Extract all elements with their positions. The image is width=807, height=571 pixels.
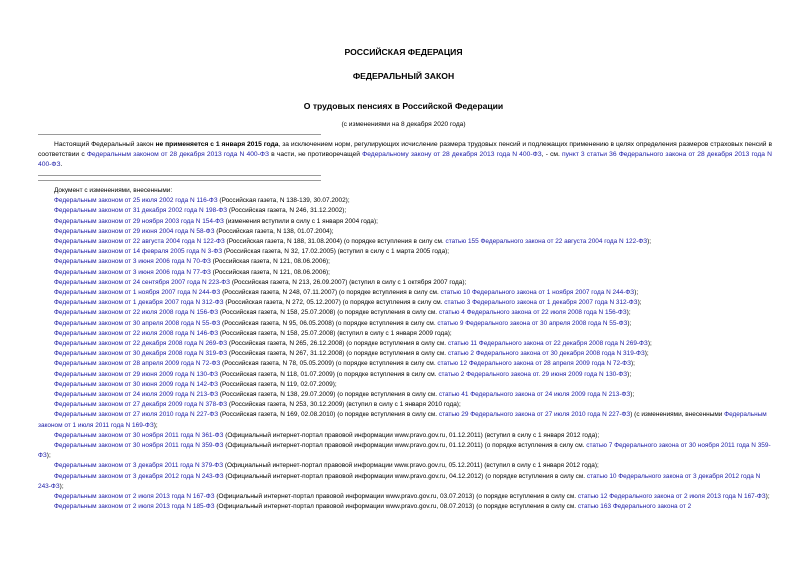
amendment-text: ); (627, 370, 632, 378)
amendments-list (38, 186, 772, 513)
amendment-text: (Российская газета, N 158, 25.07.2008) (о порядке вступления в силу см. (218, 309, 439, 317)
amendment-law-link[interactable]: Федеральным законом от 29 июня 2009 года N 130-ФЗ (54, 370, 219, 378)
law-400fz-link-2[interactable]: Федеральному закону от 28 декабря 2013 года N 400-ФЗ (362, 151, 542, 159)
amendment-law-link[interactable]: Федеральным законом от 1 декабря 2007 года N 312-ФЗ (54, 299, 224, 307)
amendment-article-link[interactable]: статью 41 Федерального закона от 24 июля 2009 года N 213-ФЗ (438, 391, 631, 399)
amendment-text: (Российская газета, N 78, 05.05.2009) (о порядке вступления в силу см. (220, 360, 438, 368)
amendment-text: (Российская газета, N 121, 08.06.2006); (210, 268, 330, 276)
divider-middle-2 (38, 180, 321, 181)
amendment-law-link[interactable]: Федеральным законом от 22 декабря 2008 года N 269-ФЗ (54, 340, 228, 348)
list-item (38, 308, 772, 318)
amendment-law-link[interactable]: Федеральным законом от 24 июля 2009 года N 213-ФЗ (54, 391, 219, 399)
amendment-text: (Официальный интернет-портал правовой информации www.pravo.gov.ru, 01.12.2011) (вступил в силу с 1 января 2012 года); (223, 431, 600, 439)
list-item (38, 461, 772, 471)
amendment-law-link[interactable]: Федеральным законом от 2 июля 2013 года N 167-ФЗ (54, 493, 215, 501)
list-item (38, 217, 772, 227)
amendments-heading: Документ с изменениями, внесенными: (54, 187, 173, 194)
amendment-text: (Официальный интернет-портал правовой информации www.pravo.gov.ru, 04.12.2012) (о порядке вступления в силу см. (223, 472, 587, 480)
notice-text: . (60, 161, 63, 169)
law-400fz-link[interactable]: Федеральным законом от 28 декабря 2013 года N 400-ФЗ (86, 151, 270, 159)
list-item (38, 370, 772, 380)
amendment-text: (Официальный интернет-портал правовой информации www.pravo.gov.ru, 01.12.2011) (о порядке вступления в силу см. (223, 442, 587, 450)
amendment-law-link[interactable]: Федеральным законом от 3 декабря 2011 года N 379-ФЗ (54, 462, 224, 470)
list-item (38, 472, 772, 492)
amendment-text: (Российская газета, N 138-139, 30.07.2002); (217, 197, 350, 205)
amendment-article-link[interactable]: статью 155 Федерального закона от 22 августа 2004 года N 122-ФЗ (445, 238, 648, 246)
amendment-law-link[interactable]: Федеральным законом от 30 ноября 2011 года N 361-ФЗ (54, 431, 224, 439)
amendment-text: (Российская газета, N 248, 07.11.2007) (о порядке вступления в силу см. (220, 289, 441, 297)
list-item (38, 410, 772, 430)
amendment-law-link[interactable]: Федеральным законом от 24 сентября 2007 года N 223-ФЗ (54, 278, 231, 286)
amendment-text: ); (46, 452, 51, 460)
amendment-extra-link[interactable]: Федеральным законом от 1 июля 2011 года N 169-ФЗ (38, 411, 767, 429)
amendment-text: (Российская газета, N 118, 01.07.2009) (о порядке вступления в силу см. (218, 370, 439, 378)
amendment-law-link[interactable]: Федеральным законом от 22 июля 2008 года N 156-ФЗ (54, 309, 219, 317)
list-item (38, 227, 772, 237)
amendment-article-link[interactable]: статью 12 Федерального закона от 28 апреля 2009 года N 72-ФЗ (437, 360, 631, 368)
list-item (38, 288, 772, 298)
amendment-text: ); (644, 350, 649, 358)
list-item (38, 400, 772, 410)
amendment-law-link[interactable]: Федеральным законом от 31 декабря 2002 года N 198-ФЗ (54, 207, 228, 215)
amendment-text: (Официальный интернет-портал правовой информации www.pravo.gov.ru, 03.07.2013) (о порядке вступления в силу см. (214, 493, 578, 501)
amendment-text: ); (627, 319, 632, 327)
amendment-text: (Российская газета, N 138, 01.07.2004); (214, 227, 334, 235)
amendment-law-link[interactable]: Федеральным законом от 22 июля 2008 года N 146-ФЗ (54, 329, 219, 337)
amendment-text: (Российская газета, N 121, 08.06.2006); (210, 258, 330, 266)
list-item (38, 319, 772, 329)
amendment-text: (Российская газета, N 267, 31.12.2008) (о порядке вступления в силу см. (227, 350, 448, 358)
list-item (38, 247, 772, 257)
amendment-text: (Российская газета, N 32, 17.02.2005) (вступил в силу с 1 марта 2005 года); (222, 248, 450, 256)
amendment-text: ); (630, 360, 635, 368)
amendment-law-link[interactable]: Федеральным законом от 25 июля 2002 года N 116-ФЗ (54, 197, 218, 205)
amendment-text: (Официальный интернет-портал правовой информации www.pravo.gov.ru, 05.12.2011) (вступил в силу с 1 января 2012 года); (223, 462, 599, 470)
amendment-law-link[interactable]: Федеральным законом от 30 декабря 2008 года N 319-ФЗ (54, 350, 228, 358)
notice-text: Настоящий Федеральный закон (54, 141, 156, 148)
notice-text: , за исключением норм, регулирующих исчисление размера трудовых пенсий и подлежащих применению в целях определения размеров страховых пенсий в соответствии с (38, 141, 772, 159)
amendment-text: ); (637, 299, 642, 307)
list-item (38, 359, 772, 369)
amendment-law-link[interactable]: Федеральным законом от 3 июня 2006 года N 77-ФЗ (54, 268, 211, 276)
amendment-article-link[interactable]: статью 4 Федерального закона от 22 июля 2008 года N 156-ФЗ (438, 309, 627, 317)
amendment-text: ); (765, 493, 770, 501)
amendment-law-link[interactable]: Федеральным законом от 3 июня 2006 года N 70-ФЗ (54, 258, 211, 266)
amendment-article-link[interactable]: статью 3 Федерального закона от 1 декабря 2007 года N 312-ФЗ (444, 299, 638, 307)
amendment-text: (Российская газета, N 265, 26.12.2008) (о порядке вступления в силу см. (227, 340, 448, 348)
divider-middle-1 (38, 175, 321, 176)
amendment-text: ); (59, 482, 64, 490)
amendment-law-link[interactable]: Федеральным законом от 30 апреля 2008 года N 55-ФЗ (54, 319, 221, 327)
amendment-text: (изменения вступили в силу с 1 января 2004 года); (223, 217, 378, 225)
amendment-text: (Российская газета, N 272, 05.12.2007) (о порядке вступления в силу см. (223, 299, 445, 307)
list-item (38, 441, 772, 461)
amendment-text: (Российская газета, N 169, 02.08.2010) (о порядке вступления в силу см. (218, 411, 439, 419)
amendment-text: (Российская газета, N 188, 31.08.2004) (о порядке вступления в силу см. (224, 238, 446, 246)
amendment-article-link[interactable]: статью 2 Федерального закона от. 29 июня 2009 года N 130-ФЗ (438, 370, 628, 378)
header-law-type: ФЕДЕРАЛЬНЫЙ ЗАКОН (352, 71, 455, 81)
amendment-text: ); (630, 391, 635, 399)
amendment-text: ); (626, 309, 631, 317)
amendment-law-link[interactable]: Федеральным законом от 29 июня 2004 года N 58-ФЗ (54, 227, 215, 235)
amendment-law-link[interactable]: Федеральным законом от 27 декабря 2009 года N 378-ФЗ (54, 401, 228, 409)
notice-text: в части, не противоречащей (269, 151, 363, 159)
list-item (38, 339, 772, 349)
amendment-text: ); (153, 421, 158, 429)
amendment-law-link[interactable]: Федеральным законом от 29 ноября 2003 года N 154-ФЗ (54, 217, 224, 225)
amendment-text: ); (647, 238, 652, 246)
amendment-text: ) (с изменениями, внесенными (630, 411, 725, 419)
amendment-article-link[interactable]: статью 9 Федерального закона от 30 апреля 2008 года N 55-ФЗ (437, 319, 628, 327)
amendment-law-link[interactable]: Федеральным законом от 30 июня 2009 года N 142-ФЗ (54, 380, 219, 388)
amendment-law-link[interactable]: Федеральным законом от 14 февраля 2005 года N 3-ФЗ (54, 248, 223, 256)
header-country: РОССИЙСКАЯ ФЕДЕРАЦИЯ (344, 47, 463, 57)
notice-bold: не применяется с 1 января 2015 года (155, 141, 279, 148)
amendment-law-link[interactable]: Федеральным законом от 22 августа 2004 года N 122-ФЗ (54, 238, 225, 246)
list-item (38, 268, 772, 278)
notice-text: , - см. (541, 151, 563, 159)
amendment-text: (Российская газета, N 138, 29.07.2009) (о порядке вступления в силу см. (218, 391, 439, 399)
list-item (38, 390, 772, 400)
list-item (38, 298, 772, 308)
amendment-text: (Российская газета, N 246, 31.12.2002); (227, 207, 347, 215)
list-item (38, 196, 772, 206)
amendment-article-link[interactable]: статью 10 Федерального закона от 3 декабря 2012 года N 243-ФЗ (38, 472, 761, 490)
amendment-law-link[interactable]: Федеральным законом от 1 ноября 2007 года N 244-ФЗ (54, 289, 221, 297)
amendment-law-link[interactable]: Федеральным законом от 3 декабря 2012 года N 243-ФЗ (54, 472, 224, 480)
amendment-law-link[interactable]: Федеральным законом от 2 июля 2013 года N 185-ФЗ (54, 503, 215, 511)
amendment-text: (Российская газета, N 95, 06.05.2008) (о порядке вступления в силу см. (220, 319, 438, 327)
amendment-article-link[interactable]: статью 12 Федерального закона от 2 июля 2013 года N 167-ФЗ (577, 493, 766, 501)
amendment-article-link[interactable]: статью 7 Федерального закона от 30 ноября 2011 года N 359-ФЗ (38, 442, 771, 460)
amendment-text: ); (634, 289, 639, 297)
list-item (38, 257, 772, 267)
article-36-link[interactable]: пункт 3 статьи 36 Федерального закона от 28 декабря 2013 года N 400-ФЗ (38, 151, 772, 169)
amendment-law-link[interactable]: Федеральным законом от 28 апреля 2009 года N 72-ФЗ (54, 360, 221, 368)
amendment-article-link[interactable]: статью 10 Федерального закона от 1 ноября 2007 года N 244-ФЗ (440, 289, 635, 297)
amendment-article-link[interactable]: статью 29 Федерального закона от 27 июля 2010 года N 227-ФЗ (438, 411, 631, 419)
list-item (38, 206, 772, 216)
amendment-text: (Российская газета, N 158, 25.07.2008) (вступил в силу с 1 января 2009 года); (218, 329, 452, 337)
amendment-text: ); (647, 340, 652, 348)
amendment-text: (Российская газета, N 253, 30.12.2009) (вступил в силу с 1 января 2010 года); (227, 401, 461, 409)
divider-top (38, 134, 321, 135)
amendment-text: (Российская газета, N 119, 02.07.2009); (218, 380, 337, 388)
list-item (38, 380, 772, 390)
notice-paragraph (38, 140, 772, 171)
document-subtitle: (с изменениями на 8 декабря 2020 года) (341, 121, 466, 128)
list-item (38, 502, 772, 512)
list-item (38, 329, 772, 339)
document-title: О трудовых пенсиях в Российской Федерации (303, 101, 504, 111)
amendment-law-link[interactable]: Федеральным законом от 27 июля 2010 года N 227-ФЗ (54, 411, 219, 419)
amendment-article-link[interactable]: статью 2 Федерального закона от 30 декабря 2008 года N 319-ФЗ (447, 350, 645, 358)
amendment-article-link[interactable]: статью 11 Федерального закона от 22 декабря 2008 года N 269-ФЗ (447, 340, 648, 348)
list-item (38, 349, 772, 359)
list-item (38, 237, 772, 247)
amendment-text: (Российская газета, N 213, 26.09.2007) (вступил в силу с 1 октября 2007 года); (230, 278, 467, 286)
amendment-text: (Официальный интернет-портал правовой информации www.pravo.gov.ru, 08.07.2013) (о порядке вступления в силу см. (214, 503, 578, 511)
list-item (38, 431, 772, 441)
amendment-law-link[interactable]: Федеральным законом от 30 ноября 2011 года N 359-ФЗ (54, 442, 224, 450)
list-item (38, 278, 772, 288)
amendment-article-link[interactable]: статью 163 Федерального закона от 2 (577, 503, 692, 511)
list-item (38, 492, 772, 502)
